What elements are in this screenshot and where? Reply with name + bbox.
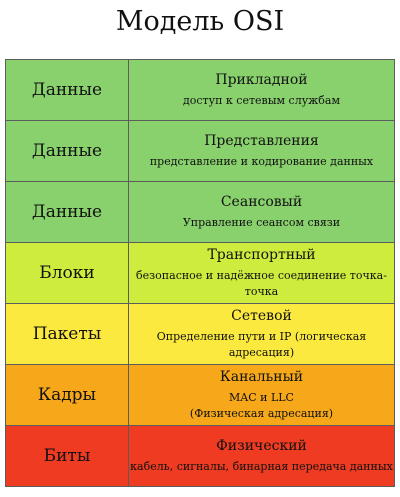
layer-row-transport [6, 243, 395, 304]
layer-description: (Физическая адресация) [189, 406, 334, 420]
pdu-cell: Данные [6, 121, 129, 182]
layer-name: Прикладной [215, 71, 308, 88]
layer-cell [129, 121, 395, 182]
layer-description: Управление сеансом связи [182, 215, 341, 229]
layer-description: кабель, сигналы, бинарная передача данных [130, 459, 393, 473]
layer-row-application [6, 60, 395, 121]
layer-name: Сетевой [231, 307, 292, 324]
layer-description: Определение пути и IP (логическая адресация) [156, 329, 367, 359]
layer-cell [129, 243, 395, 304]
layer-name: Канальный [219, 368, 304, 385]
pdu-cell: Данные [6, 182, 129, 243]
pdu-cell: Данные [6, 60, 129, 121]
osi-layers-table [5, 59, 395, 487]
layer-cell [129, 365, 395, 426]
pdu-cell: Пакеты [6, 304, 129, 365]
layer-row-session [6, 182, 395, 243]
layer-description: представление и кодирование данных [149, 154, 374, 168]
layer-row-network [6, 304, 395, 365]
pdu-cell: Блоки [6, 243, 129, 304]
layer-cell [129, 304, 395, 365]
layer-row-physical [6, 426, 395, 487]
layer-name: Представления [204, 132, 319, 149]
layer-cell [129, 426, 395, 487]
layer-description: безопасное и надёжное соединение точка-точка [136, 268, 387, 298]
diagram-title: Модель OSI [115, 6, 285, 37]
layer-row-presentation [6, 121, 395, 182]
layer-row-data-link [6, 365, 395, 426]
layer-name: Сеансовый [220, 193, 303, 210]
layer-name: Физический [216, 437, 307, 454]
layer-description: MAC и LLC [229, 390, 294, 404]
pdu-cell: Биты [6, 426, 129, 487]
pdu-cell: Кадры [6, 365, 129, 426]
layer-name: Транспортный [207, 246, 316, 263]
layer-cell [129, 182, 395, 243]
layer-cell [129, 60, 395, 121]
layer-description: доступ к сетевым службам [182, 93, 341, 107]
